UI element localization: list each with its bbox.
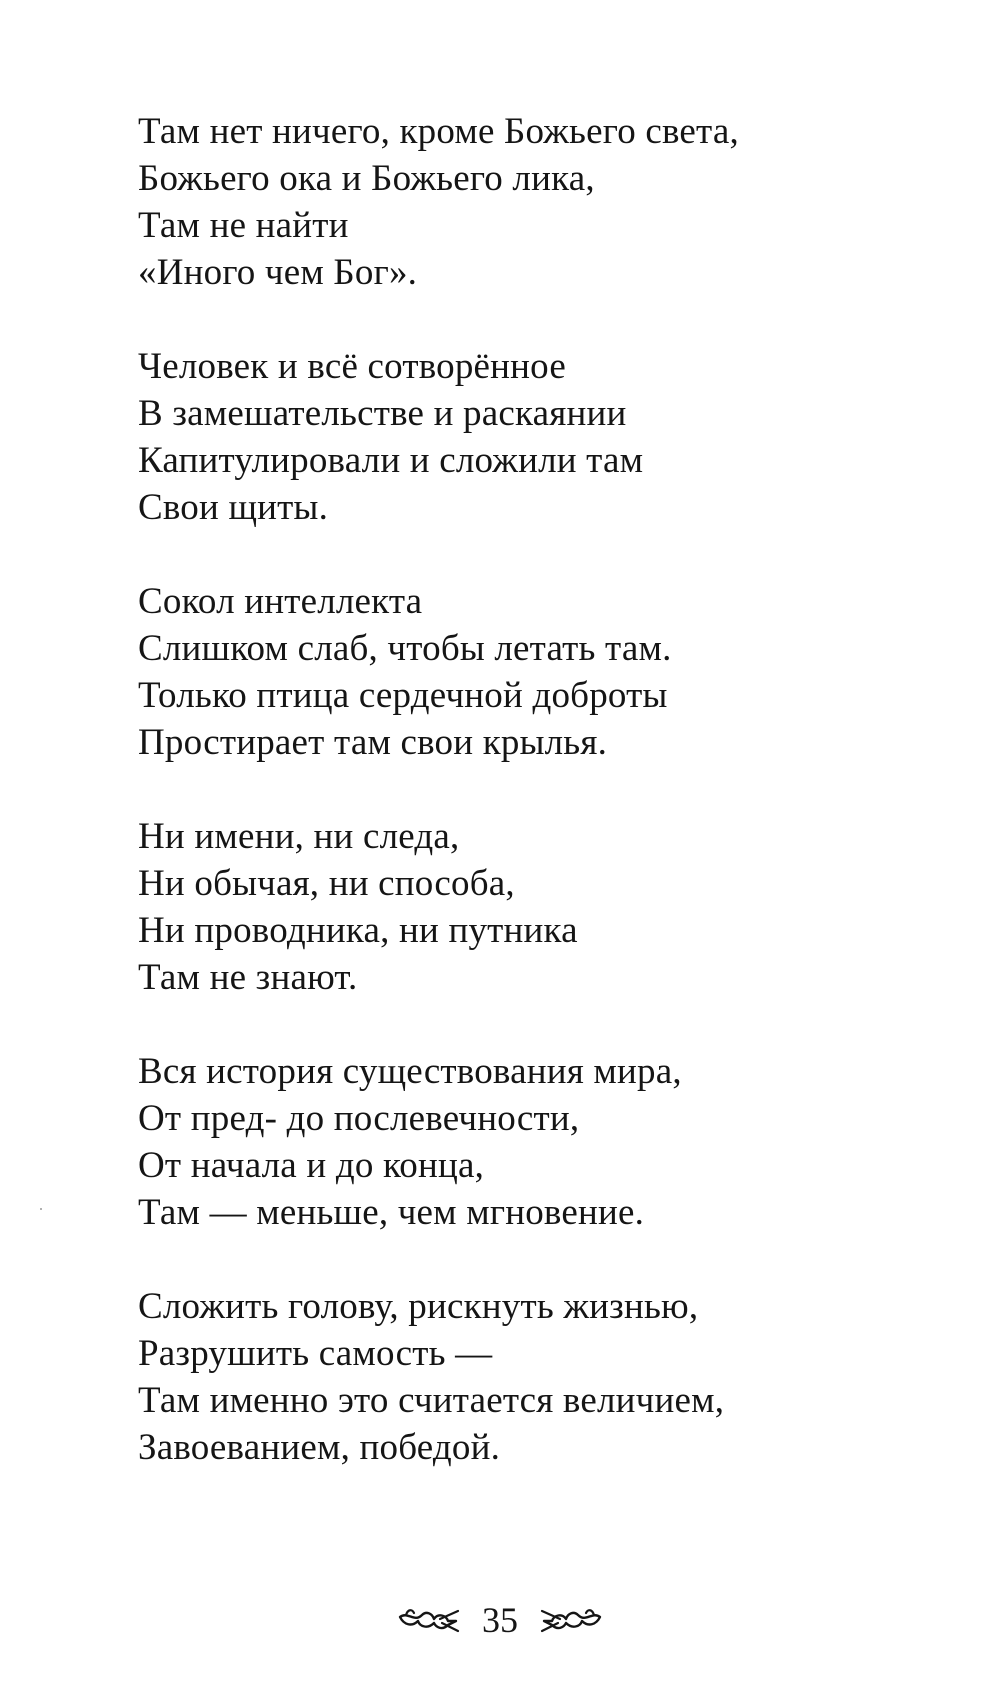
- stanza-4: [138, 813, 958, 1001]
- page-footer: [0, 1590, 1000, 1650]
- poem-line: Сокол интеллекта: [138, 581, 423, 622]
- poem-line: Человек и всё сотворённое: [138, 346, 566, 387]
- poem-line: Там именно это считается величием,: [138, 1380, 725, 1421]
- scan-speck: [40, 1208, 42, 1210]
- poem-line: Сложить голову, рискнуть жизнью,: [138, 1286, 699, 1327]
- poem: [138, 108, 958, 1518]
- poem-line: Только птица сердечной доброты: [138, 675, 668, 716]
- poem-line: Там не найти: [138, 205, 349, 246]
- poem-line: Вся история существования мира,: [138, 1051, 682, 1092]
- poem-line: «Иного чем Бог».: [138, 252, 418, 293]
- leaf-ornament-left-icon: [396, 1605, 460, 1635]
- stanza-1: [138, 108, 958, 296]
- poem-line: Разрушить самость —: [138, 1333, 493, 1374]
- poem-line: От пред- до послевечности,: [138, 1098, 580, 1139]
- page-number: 35: [482, 1600, 518, 1640]
- poem-line: Там не знают.: [138, 957, 358, 998]
- poem-line: Капитулировали и сложили там: [138, 440, 644, 481]
- poem-line: В замешательстве и раскаянии: [138, 393, 627, 434]
- stanza-3: [138, 578, 958, 766]
- poem-line: Там — меньше, чем мгновение.: [138, 1192, 645, 1233]
- poem-line: Ни обычая, ни способа,: [138, 863, 515, 904]
- leaf-ornament-right-icon: [540, 1605, 604, 1635]
- stanza-6: [138, 1283, 958, 1471]
- poem-line: Свои щиты.: [138, 487, 329, 528]
- poem-line: Завоеванием, победой.: [138, 1427, 501, 1468]
- poem-line: Ни проводника, ни путника: [138, 910, 578, 951]
- poem-line: Слишком слаб, чтобы летать там.: [138, 628, 672, 669]
- stanza-5: [138, 1048, 958, 1236]
- poem-line: От начала и до конца,: [138, 1145, 485, 1186]
- poem-line: Божьего ока и Божьего лика,: [138, 158, 595, 199]
- stanza-2: [138, 343, 958, 531]
- poem-line: Там нет ничего, кроме Божьего света,: [138, 111, 739, 152]
- poem-line: Простирает там свои крылья.: [138, 722, 608, 763]
- poem-line: Ни имени, ни следа,: [138, 816, 460, 857]
